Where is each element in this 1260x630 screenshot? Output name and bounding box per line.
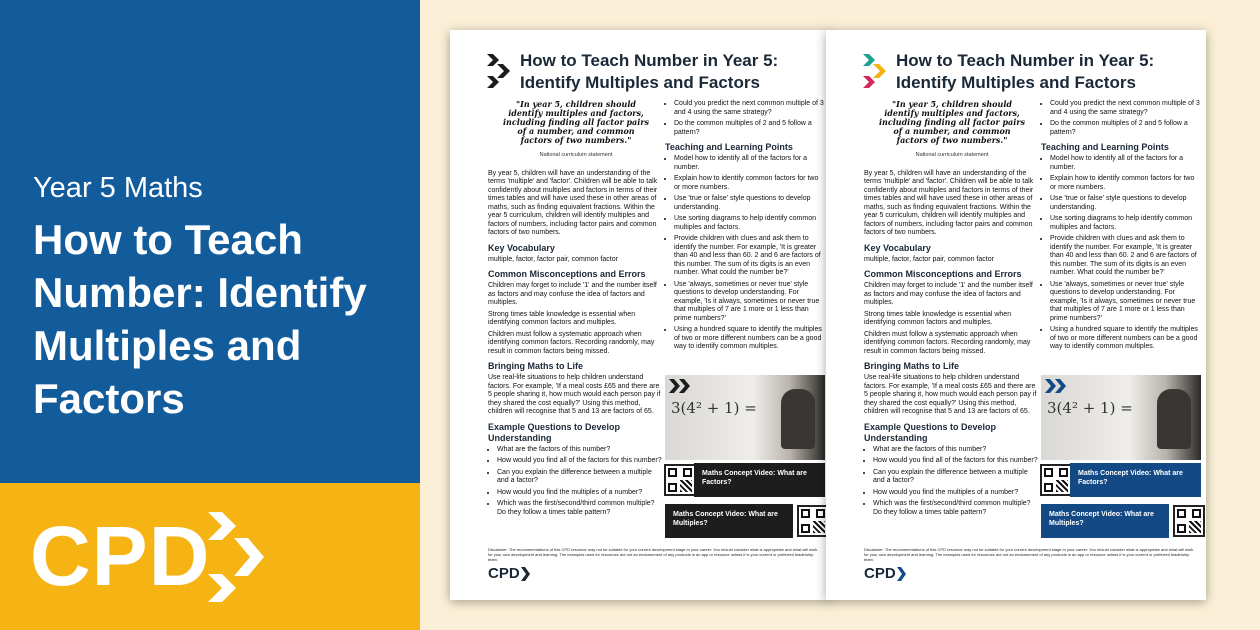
list-item: • How would you find all of the factors for this number? — [873, 457, 1040, 466]
photo-child — [1157, 389, 1191, 449]
chevron-icon — [1045, 379, 1067, 393]
qr-code[interactable] — [1040, 464, 1072, 496]
predict-list — [665, 100, 825, 137]
misconceptions-text: Children must follow a systematic approach when identifying common factors. Recording randomly, may result in common factors being missed. — [864, 330, 1031, 355]
classroom-photo — [665, 375, 825, 460]
left-column — [864, 100, 1040, 520]
list-item: • Do the common multiples of 2 and 5 follow a pattern? — [1050, 120, 1201, 137]
banner-subtitle: Year 5 Maths — [33, 172, 203, 204]
cpd-logo-text: CPD — [30, 509, 211, 603]
key-vocab-heading: Key Vocabulary — [864, 242, 931, 253]
list-item: • Do the common multiples of 2 and 5 follow a pattern? — [674, 120, 825, 137]
misconceptions-heading: Common Misconceptions and Errors — [864, 269, 1022, 279]
curriculum-quote: "In year 5, children should identify multiples and factors, including finding all factor pairs of a number, and common factors of two numbers." — [503, 99, 649, 145]
example-questions-list — [488, 446, 664, 518]
footer-chevron-icon — [897, 567, 907, 581]
list-item: • Provide children with clues and ask them to identify the number. For example, 'It is greater than 40 and less than 60. 2 and 6 are factors of this number. The sum of its digits is an even number. What could the number be?' — [674, 235, 825, 278]
disclaimer: Disclaimer: The recommendations of this CPD resource may not be suitable for your current development stage in your career. You should consider what is appropriate and what will work for your own development and learning. The examples used for resources are not an endorsement of any products in an app or resource unless it is your current or preferred leadership team. — [488, 547, 818, 562]
photo-child — [781, 389, 815, 449]
video-link-factors[interactable]: Maths Concept Video: What are Factors? — [694, 463, 825, 497]
left-column — [488, 100, 664, 520]
misconceptions-text: Children may forget to include '1' and the number itself as factors and may confuse the idea of factors and multiples. — [488, 282, 657, 306]
misconceptions-text: Strong times table knowledge is essential when identifying common factors and multiples. — [488, 310, 636, 326]
footer-cpd-logo: CPD — [864, 565, 896, 582]
list-item: • How would you find the multiples of a number? — [497, 489, 664, 498]
teaching-heading: Teaching and Learning Points — [665, 142, 793, 152]
bringing-heading: Bringing Maths to Life — [488, 361, 583, 371]
list-item: • What are the factors of this number? — [497, 446, 664, 455]
list-item: • Model how to identify all of the factors for a number. — [1050, 155, 1201, 172]
list-item: • Using a hundred square to identify the multiples of two or more different numbers can be a good way to identify common multiples. — [674, 326, 825, 352]
list-item: • Using a hundred square to identify the multiples of two or more different numbers can be a good way to identify common multiples. — [1050, 326, 1201, 352]
misconceptions-text: Strong times table knowledge is essential when identifying common factors and multiples. — [864, 310, 1012, 326]
list-item: • Model how to identify all of the factors for a number. — [674, 155, 825, 172]
list-item: • How would you find all of the factors for this number? — [497, 457, 664, 466]
video-link-multiples[interactable]: Maths Concept Video: What are Multiples? — [1041, 504, 1169, 538]
cpd-chevrons-icon — [208, 512, 288, 602]
bringing-text: Use real-life situations to help children understand factors. For example, 'If a meal costs £65 and there are 5 people sharing it, how much would each person pay if they shared the cost equally?' Using this method, children will recognise that 5 and 13 are factors of 65. — [864, 374, 1037, 415]
teaching-heading: Teaching and Learning Points — [1041, 142, 1169, 152]
list-item: • What are the factors of this number? — [873, 446, 1040, 455]
teaching-points-list — [1041, 155, 1201, 352]
list-item: • Use 'always, sometimes or never true' style questions to develop understanding. For example, 'Is it always, sometimes or never true that multiples of 7 are 1 more or 1 less than prime numbers?' — [1050, 281, 1201, 324]
chevron-logo-icon — [863, 54, 887, 88]
video-link-multiples[interactable]: Maths Concept Video: What are Multiples? — [665, 504, 793, 538]
chevron-icon — [669, 379, 691, 393]
qr-code[interactable] — [797, 505, 829, 537]
list-item: • Can you explain the difference between a multiple and a factor? — [497, 469, 664, 486]
list-item: • Use 'true or false' style questions to develop understanding. — [1050, 195, 1201, 212]
key-vocab-text: multiple, factor, factor pair, common factor — [864, 255, 994, 263]
chevron-logo-icon — [487, 54, 511, 88]
example-questions-list — [864, 446, 1040, 518]
misconceptions-text: Children must follow a systematic approach when identifying common factors. Recording randomly, may result in common factors being missed. — [488, 330, 655, 355]
curriculum-quote: "In year 5, children should identify multiples and factors, including finding all factor pairs of a number, and common factors of two numbers." — [879, 99, 1025, 145]
list-item: • Use sorting diagrams to help identify common multiples and factors. — [674, 215, 825, 232]
intro-text: By year 5, children will have an understanding of the terms 'multiple' and 'factor'. Children will be able to talk confidently about multiples and factors in terms of their times tables and will have used these in other areas of maths, such as finding equivalent fractions. Within the year 5 curriculum, children will identify multiples and factors of numbers, including factor pairs and common factors of two numbers. — [864, 169, 1034, 236]
list-item: • How would you find the multiples of a number? — [873, 489, 1040, 498]
bringing-text: Use real-life situations to help children understand factors. For example, 'If a meal costs £65 and there are 5 people sharing it, how much would each person pay if they shared the cost equally?' Using this method, children will recognise that 5 and 13 are factors of 65. — [488, 374, 661, 415]
example-heading: Example Questions to Develop Understanding — [864, 421, 997, 443]
disclaimer: Disclaimer: The recommendations of this CPD resource may not be suitable for your current development stage in your career. You should consider what is appropriate and what will work for your own development and learning. The examples used for resources are not an endorsement of any products in an app or resource unless it is your current or preferred leadership team. — [864, 547, 1194, 562]
right-column — [1041, 100, 1201, 355]
teaching-points-list — [665, 155, 825, 352]
key-vocab-text: multiple, factor, factor pair, common factor — [488, 255, 618, 263]
intro-text: By year 5, children will have an understanding of the terms 'multiple' and 'factor'. Children will be able to talk confidently about multiples and factors in terms of their times tables and will have used these in other areas of maths, such as finding equivalent fractions. Within the year 5 curriculum, children will identify multiples and factors of numbers, including factor pairs and common factors of two numbers. — [488, 169, 658, 236]
quote-source: National curriculum statement — [539, 152, 613, 158]
misconceptions-heading: Common Misconceptions and Errors — [488, 269, 646, 279]
list-item: • Explain how to identify common factors for two or more numbers. — [674, 175, 825, 192]
list-item: • Use 'always, sometimes or never true' style questions to develop understanding. For example, 'Is it always, sometimes or never true that multiples of 7 are 1 more or 1 less than prime numbers?' — [674, 281, 825, 324]
key-vocab-heading: Key Vocabulary — [488, 242, 555, 253]
banner-title: How to Teach Number: Identify Multiples and Factors — [33, 216, 367, 422]
qr-code[interactable] — [664, 464, 696, 496]
example-heading: Example Questions to Develop Understanding — [488, 421, 621, 443]
list-item: • Use sorting diagrams to help identify common multiples and factors. — [1050, 215, 1201, 232]
predict-list — [1041, 100, 1201, 137]
photo-math-text: 3(4² + 1) = — [1047, 399, 1133, 417]
footer-chevron-icon — [521, 567, 531, 581]
list-item: • Use 'true or false' style questions to develop understanding. — [674, 195, 825, 212]
right-column — [665, 100, 825, 355]
list-item: • Explain how to identify common factors for two or more numbers. — [1050, 175, 1201, 192]
list-item: • Which was the first/second/third common multiple? Do they follow a times table pattern? — [873, 500, 1040, 517]
list-item: • Provide children with clues and ask them to identify the number. For example, 'It is greater than 40 and less than 60. 2 and 6 are factors of this number. The sum of its digits is an even number. What could the number be?' — [1050, 235, 1201, 278]
banner-panel — [0, 0, 420, 483]
list-item: • Could you predict the next common multiple of 3 and 4 using the same strategy? — [674, 100, 825, 117]
bringing-heading: Bringing Maths to Life — [864, 361, 959, 371]
classroom-photo — [1041, 375, 1201, 460]
photo-math-text: 3(4² + 1) = — [671, 399, 757, 417]
footer-cpd-logo: CPD — [488, 565, 520, 582]
document-title: How to Teach Number in Year 5: Identify Multiples and Factors — [520, 51, 779, 92]
list-item: • Which was the first/second/third common multiple? Do they follow a times table pattern? — [497, 500, 664, 517]
cpd-band — [0, 483, 420, 630]
document-page-1 — [450, 30, 830, 600]
quote-source: National curriculum statement — [915, 152, 989, 158]
list-item: • Can you explain the difference between a multiple and a factor? — [873, 469, 1040, 486]
video-link-factors[interactable]: Maths Concept Video: What are Factors? — [1070, 463, 1201, 497]
qr-code[interactable] — [1173, 505, 1205, 537]
misconceptions-text: Children may forget to include '1' and the number itself as factors and may confuse the idea of factors and multiples. — [864, 282, 1033, 306]
document-page-2 — [826, 30, 1206, 600]
list-item: • Could you predict the next common multiple of 3 and 4 using the same strategy? — [1050, 100, 1201, 117]
document-title: How to Teach Number in Year 5: Identify Multiples and Factors — [896, 51, 1155, 92]
